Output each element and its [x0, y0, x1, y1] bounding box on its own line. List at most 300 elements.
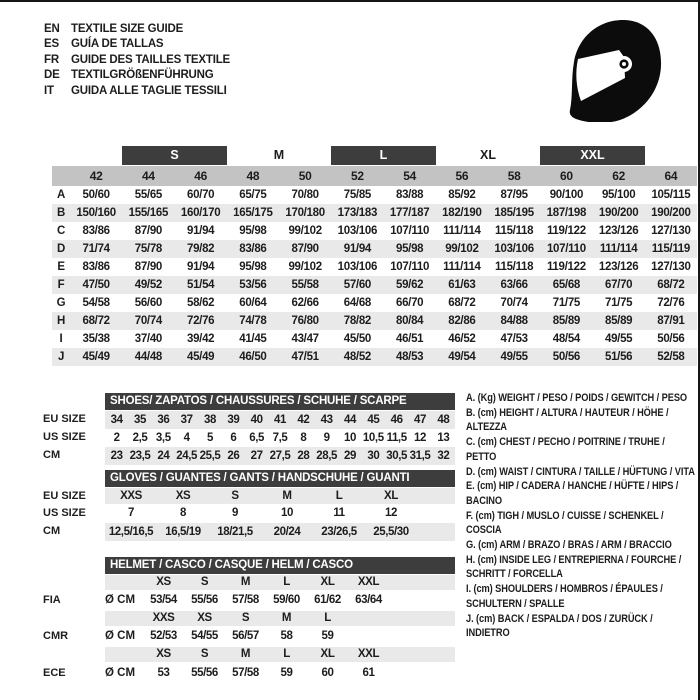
size-column-56: 56 [455, 169, 469, 183]
legend-item-I: I. (cm) SHOULDERS / HOMBROS / ÉPAULES / SCHULTERN / SPALLE [466, 583, 663, 610]
language-title-list [44, 22, 230, 99]
legend-item-F: F. (cm) TIGH / MUSLO / CUISSE / SCHENKEL / COSCIA [466, 509, 664, 537]
helmet-value: 57/58 [232, 594, 259, 606]
size-value: 71/74 [82, 243, 110, 255]
size-value: 83/86 [82, 261, 110, 273]
gloves-value: 20/24 [273, 526, 301, 538]
shoes-section-header: SHOES/ ZAPATOS / CHAUSSURES / SCHUHE / SCARPE [105, 393, 455, 410]
size-value: 41/45 [239, 333, 267, 345]
size-value: 48/52 [343, 351, 372, 363]
size-value: 37/40 [134, 333, 163, 345]
helmet-value: 52/53 [150, 630, 177, 642]
shoes-value: 10 [343, 432, 356, 444]
shoes-value: 45 [367, 414, 380, 426]
helmet-size: M [281, 612, 292, 624]
row-label: C [56, 225, 65, 237]
gloves-value: S [231, 490, 239, 502]
shoes-value: 23 [110, 450, 123, 462]
size-value: 53/56 [239, 279, 267, 291]
size-value: 49/52 [134, 279, 163, 291]
shoes-value: 11,5 [386, 432, 407, 444]
shoes-value: 23,5 [129, 450, 151, 462]
size-value: 127/130 [651, 261, 691, 273]
gloves-section-header: GLOVES / GUANTES / GANTS / HANDSCHUHE / GUANTI [105, 470, 455, 487]
size-value: 57/60 [343, 279, 372, 291]
helmet-value: 59 [321, 630, 334, 642]
size-value: 91/94 [186, 261, 215, 273]
size-value: 60/70 [186, 189, 215, 201]
size-value: 70/74 [500, 297, 528, 309]
size-value: 74/78 [239, 315, 267, 327]
size-value: 43/47 [291, 333, 319, 345]
helmet-value: 57/58 [232, 667, 259, 679]
language-row-EN [44, 22, 230, 37]
side-label: CM [43, 525, 61, 537]
size-value: 68/72 [448, 297, 476, 309]
language-title: GUÍA DE TALLAS [71, 38, 164, 51]
size-value: 49/55 [604, 333, 633, 345]
shoes-value: 28 [297, 450, 310, 462]
shoes-value: 34 [110, 414, 123, 426]
shoes-value: 29 [343, 450, 356, 462]
helmet-size [348, 611, 389, 626]
size-value: 52/58 [657, 351, 685, 363]
size-value: 190/200 [598, 207, 639, 219]
size-value: 107/110 [390, 261, 430, 273]
size-value: 47/53 [500, 333, 528, 345]
size-value: 99/102 [445, 243, 479, 255]
diameter-cm-label: Ø CM [105, 667, 136, 679]
size-group-XXL: XXL [540, 146, 645, 165]
helmet-size: XXL [357, 648, 380, 660]
size-value: 87/95 [500, 189, 528, 201]
shoes-value: 27 [250, 450, 263, 462]
size-column-58: 58 [507, 169, 521, 183]
size-value: 111/114 [443, 225, 481, 237]
shoes-value: 13 [437, 432, 450, 444]
helmet-values-row-FIA [105, 592, 455, 608]
helmet-icon [568, 18, 663, 122]
gloves-row-cm [105, 523, 455, 541]
size-value: 59/62 [395, 279, 424, 291]
helmet-value: 63/64 [355, 594, 382, 606]
language-row-ES [44, 37, 230, 52]
size-value: 47/50 [82, 279, 110, 291]
size-value: 170/180 [285, 207, 325, 219]
shoes-value: 38 [203, 414, 216, 426]
size-value: 71/75 [552, 297, 581, 309]
size-value: 190/200 [651, 207, 691, 219]
legend-item-C: C. (cm) CHEST / PECHO / POITRINE / TRUHE / PETTO [466, 436, 665, 463]
size-table-row-C [52, 222, 697, 240]
unit-spacer [105, 611, 143, 626]
size-value: 78/82 [343, 315, 372, 327]
shoes-value: 9 [323, 432, 330, 444]
size-value: 107/110 [390, 225, 430, 237]
size-value: 67/70 [604, 279, 633, 291]
shoes-value: 12 [413, 432, 426, 444]
shoes-value: 3,5 [155, 432, 171, 444]
gloves-value: 11 [333, 507, 345, 519]
size-value: 91/94 [343, 243, 372, 255]
side-label: US SIZE [43, 507, 86, 519]
size-table-row-I [52, 330, 697, 348]
language-row-FR [44, 53, 230, 68]
size-table-row-H [52, 312, 697, 330]
row-label: D [56, 243, 65, 255]
size-value: 63/66 [500, 279, 528, 291]
helmet-sizes-row-CMR [105, 611, 455, 626]
shoes-value: 37 [180, 414, 193, 426]
size-value: 115/118 [495, 225, 534, 237]
shoes-value: 44 [343, 414, 356, 426]
size-value: 187/198 [546, 207, 587, 219]
size-value: 119/122 [546, 261, 586, 273]
gloves-value: XS [175, 490, 191, 502]
side-label: CM [43, 449, 61, 461]
unit-spacer [105, 575, 143, 590]
helmet-value: 59 [280, 667, 293, 679]
helmet-size: XXL [357, 576, 380, 588]
helmet-size: L [324, 612, 331, 624]
size-group-header-row [52, 146, 697, 165]
row-label: E [57, 261, 65, 273]
size-table-row-E [52, 258, 697, 276]
size-value: 95/100 [601, 189, 636, 201]
helmet-sizes-row-ECE [105, 647, 455, 662]
size-value: 47/51 [291, 351, 319, 363]
shoes-value: 48 [437, 414, 450, 426]
gloves-value: 18/21,5 [217, 526, 253, 538]
size-table-row-G [52, 294, 697, 312]
shoes-value: 2 [113, 432, 120, 444]
shoes-value: 39 [227, 414, 240, 426]
size-value: 119/122 [546, 225, 586, 237]
legend-item-E: E. (cm) HIP / CADERA / HANCHE / HÜFTE / HIPS / BACINO [466, 480, 679, 507]
size-table-body [52, 186, 697, 366]
size-value: 70/80 [291, 189, 319, 201]
shoes-row-us-size [105, 429, 455, 447]
language-code: EN [44, 23, 60, 35]
shoes-value: 6 [230, 432, 237, 444]
size-value: 75/78 [134, 243, 163, 255]
size-value: 87/90 [134, 225, 163, 237]
size-value: 68/72 [82, 315, 110, 327]
helmet-value: 61 [362, 667, 375, 679]
size-value: 173/183 [337, 207, 378, 219]
legend-item-G: G. (cm) ARM / BRAZO / BRAS / ARM / BRACCIO [466, 539, 672, 552]
size-value: 82/86 [448, 315, 476, 327]
side-label: FIA [43, 594, 61, 606]
helmet-size: S [241, 612, 250, 624]
shoes-value: 6,5 [249, 432, 265, 444]
helmet-section-header: HELMET / CASCO / CASQUE / HELM / CASCO [105, 557, 455, 574]
size-value: 49/55 [500, 351, 528, 363]
gloves-value: 23/26,5 [321, 526, 357, 538]
row-label: G [56, 297, 66, 309]
size-column-42: 42 [89, 169, 103, 183]
size-value: 35/38 [82, 333, 110, 345]
size-value: 99/102 [288, 261, 322, 273]
row-label-spacer [52, 166, 70, 186]
legend-item-D: D. (cm) WAIST / CINTURA / TAILLE / HÜFTUNG / VITA [466, 465, 695, 478]
size-column-52: 52 [351, 169, 364, 183]
side-label: US SIZE [43, 431, 86, 443]
legend-item-A: A. (Kg) WEIGHT / PESO / POIDS / GEWITCH / PESO [466, 392, 688, 404]
helmet-values-row-ECE [105, 665, 455, 681]
helmet-value: 53/54 [150, 594, 177, 606]
helmet-size: S [200, 576, 209, 588]
unit-spacer [105, 647, 143, 662]
gloves-value: M [282, 490, 292, 502]
gloves-value: 10 [281, 507, 293, 519]
shoes-value: 32 [437, 450, 450, 462]
size-value: 177/187 [389, 207, 430, 219]
size-value: 56/60 [134, 297, 163, 309]
gloves-row-eu-size [105, 488, 455, 504]
size-value: 83/88 [395, 189, 424, 201]
size-value: 87/91 [657, 315, 685, 327]
side-label: EU SIZE [43, 413, 86, 425]
gloves-value: 7 [128, 507, 134, 519]
language-code: IT [44, 84, 54, 97]
shoes-value: 24 [157, 450, 170, 462]
size-value: 66/70 [395, 297, 424, 309]
shoes-value: 43 [320, 414, 333, 426]
side-label: ECE [43, 667, 66, 679]
helmet-size: XS [197, 612, 212, 624]
gloves-value: 12 [385, 507, 397, 519]
size-table-row-J [52, 348, 697, 366]
size-value: 150/160 [76, 207, 116, 219]
language-code: ES [44, 38, 59, 51]
shoes-value: 35 [133, 414, 146, 426]
size-value: 44/48 [134, 351, 163, 363]
size-value: 99/102 [288, 225, 322, 237]
size-value: 58/62 [186, 297, 215, 309]
size-value: 85/89 [552, 315, 581, 327]
size-value: 72/76 [186, 315, 215, 327]
size-value: 62/66 [291, 297, 319, 309]
helmet-value: 54/55 [191, 630, 218, 642]
size-value: 83/86 [82, 225, 110, 237]
helmet-size: XXS [152, 612, 175, 624]
size-group-L: L [331, 146, 436, 165]
size-value: 83/86 [239, 243, 267, 255]
shoes-value: 42 [297, 414, 310, 426]
size-value: 95/98 [239, 261, 267, 273]
size-value: 46/51 [395, 333, 424, 345]
shoes-value: 30 [367, 450, 380, 462]
size-value: 51/54 [186, 279, 215, 291]
textile-size-table [52, 146, 697, 366]
gloves-value: XXS [120, 490, 142, 502]
helmet-value: 59/60 [273, 594, 300, 606]
shoes-value: 28,5 [316, 450, 338, 462]
size-table-row-D [52, 240, 697, 258]
size-value: 182/190 [442, 207, 482, 219]
size-value: 76/80 [291, 315, 319, 327]
size-value: 123/126 [598, 225, 639, 237]
helmet-sizes-row-FIA [105, 575, 455, 590]
language-code: DE [44, 69, 60, 82]
size-value: 55/65 [134, 189, 163, 201]
row-label: B [56, 207, 65, 219]
shoes-value: 27,5 [269, 450, 291, 462]
size-value: 105/115 [651, 189, 691, 201]
shoes-row-cm [105, 447, 455, 465]
size-value: 70/74 [134, 315, 163, 327]
size-value: 61/63 [448, 279, 476, 291]
size-table-row-F [52, 276, 697, 294]
gloves-value: 16,5/19 [165, 526, 201, 538]
helmet-size: XS [156, 648, 171, 660]
size-group-M: M [273, 148, 285, 162]
size-group-S: S [122, 146, 227, 165]
size-value: 90/100 [549, 189, 584, 201]
gloves-value: 12,5/16,5 [108, 526, 154, 538]
size-value: 79/82 [186, 243, 215, 255]
size-number-band [52, 166, 697, 186]
row-label: H [56, 315, 65, 327]
helmet-value: 60 [321, 667, 334, 679]
size-column-64: 64 [664, 169, 678, 183]
size-value: 71/75 [604, 297, 633, 309]
size-value: 54/58 [82, 297, 110, 309]
gloves-row-us-size [105, 505, 455, 521]
size-value: 50/56 [657, 333, 685, 345]
size-value: 165/175 [233, 207, 273, 219]
shoes-value: 26 [227, 450, 240, 462]
shoes-value: 46 [390, 414, 403, 426]
size-value: 87/90 [291, 243, 319, 255]
size-value: 51/56 [604, 351, 633, 363]
helmet-value: 55/56 [191, 667, 218, 679]
size-value: 85/92 [448, 189, 476, 201]
language-title: GUIDE DES TAILLES TEXTILE [71, 53, 230, 66]
helmet-size: L [283, 648, 290, 660]
gloves-value: 25,5/30 [373, 526, 409, 538]
shoes-value: 8 [300, 432, 307, 444]
helmet-value: 61/62 [314, 594, 341, 606]
legend-item-J: J. (cm) BACK / ESPALDA / DOS / ZURÜCK / INDIETRO [466, 612, 653, 640]
size-value: 111/114 [599, 243, 638, 255]
size-column-46: 46 [194, 169, 207, 183]
size-value: 155/165 [128, 207, 169, 219]
shoes-value: 5 [206, 432, 213, 444]
shoes-value: 30,5 [386, 450, 408, 462]
size-value: 85/89 [604, 315, 633, 327]
helmet-values-row-CMR [105, 628, 455, 644]
gloves-value: XL [384, 490, 398, 502]
legend-item-B: B. (cm) HEIGHT / ALTURA / HAUTEUR / HÖHE / ALTEZZA [466, 406, 669, 434]
size-value: 64/68 [343, 297, 372, 309]
helmet-size: M [240, 648, 251, 660]
shoes-value: 40 [250, 414, 263, 426]
size-group-XL: XL [480, 148, 496, 162]
size-value: 91/94 [186, 225, 215, 237]
size-value: 87/90 [134, 261, 163, 273]
helmet-value: 56/57 [232, 630, 259, 642]
size-value: 72/76 [657, 297, 685, 309]
size-value: 50/56 [552, 351, 581, 363]
size-table-row-A [52, 186, 697, 204]
shoes-value: 7,5 [272, 432, 288, 444]
size-value: 115/119 [651, 243, 690, 255]
size-value: 185/195 [494, 207, 534, 219]
size-value: 60/64 [239, 297, 267, 309]
helmet-size: L [283, 576, 290, 588]
helmet-value [348, 628, 389, 644]
row-label: I [59, 333, 63, 345]
size-column-60: 60 [560, 169, 573, 183]
diameter-cm-label: Ø CM [105, 594, 136, 606]
size-value: 49/54 [448, 351, 476, 363]
size-value: 45/50 [343, 333, 372, 345]
size-value: 127/130 [651, 225, 691, 237]
size-value: 103/106 [494, 243, 534, 255]
size-value: 46/52 [448, 333, 476, 345]
image-top-border [0, 0, 700, 2]
gloves-value: L [335, 490, 343, 502]
shoes-value: 4 [183, 432, 190, 444]
size-column-54: 54 [403, 169, 416, 183]
shoes-value: 41 [273, 414, 286, 426]
shoes-value: 31,5 [409, 450, 431, 462]
size-value: 46/50 [239, 351, 267, 363]
language-title: TEXTILE SIZE GUIDE [71, 23, 184, 35]
size-column-50: 50 [298, 169, 312, 183]
helmet-size: XL [320, 576, 335, 588]
language-code: FR [44, 53, 59, 66]
size-value: 123/126 [598, 261, 639, 273]
size-value: 50/60 [82, 189, 110, 201]
size-value: 45/49 [82, 351, 110, 363]
row-label: F [57, 279, 65, 291]
language-title: TEXTILGRÖßENFÜHRUNG [71, 69, 214, 82]
size-value: 111/114 [443, 261, 481, 273]
shoes-value: 2,5 [132, 432, 148, 444]
size-table-row-B [52, 204, 697, 222]
diameter-cm-label: Ø CM [105, 630, 136, 642]
size-value: 80/84 [395, 315, 424, 327]
shoes-value: 36 [157, 414, 170, 426]
measurement-legend [466, 391, 697, 641]
size-value: 115/118 [495, 261, 534, 273]
size-value: 68/72 [657, 279, 685, 291]
size-value: 84/88 [500, 315, 528, 327]
shoes-row-eu-size [105, 411, 455, 429]
language-row-IT [44, 84, 230, 99]
helmet-value: 55/56 [191, 594, 218, 606]
side-label: CMR [43, 630, 69, 642]
size-value: 65/75 [239, 189, 267, 201]
shoes-value: 47 [413, 414, 426, 426]
size-value: 55/58 [291, 279, 319, 291]
language-row-DE [44, 68, 230, 83]
legend-item-H: H. (cm) INSIDE LEG / ENTREPIERNA / FOURCHE / SCHRITT / FORCELLA [466, 553, 682, 581]
size-value: 39/42 [186, 333, 215, 345]
size-value: 45/49 [186, 351, 215, 363]
gloves-value: 8 [180, 507, 186, 519]
size-value: 103/106 [337, 225, 378, 237]
shoes-value: 10,5 [362, 432, 384, 444]
size-value: 107/110 [546, 243, 586, 255]
language-title: GUIDA ALLE TAGLIE TESSILI [71, 84, 227, 97]
size-value: 95/98 [395, 243, 424, 255]
helmet-size: XL [320, 648, 335, 660]
size-column-48: 48 [246, 169, 260, 183]
